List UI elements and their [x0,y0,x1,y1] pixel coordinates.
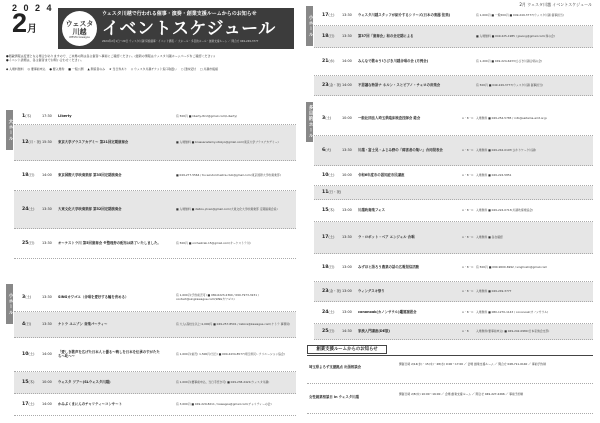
banner-info: 2024年2月1日～29日 ウェスタ川越 貸館催事・イベント情報 ／ 大ホール・多目的ホール・創業支援ルーム ／ 問合せ 049-249-3777 [102,40,259,43]
event-weekday: (木) [328,207,335,212]
event-row [314,302,593,324]
event-time: 14:30 [342,328,352,333]
event-time: 10:00 [42,379,52,384]
legend-item: ○ 団体受付 [180,67,196,71]
event-weekday: (土) [328,234,335,239]
event-weekday: (月・祝) [28,139,42,144]
small-hall-cont-section [306,6,593,98]
startup-name: 埼玉県よろず支援拠点 出張相談会 [309,365,362,369]
event-contact: 入場無料 ■ 049-224-0713(川越吹奏楽協会) [476,207,534,212]
event-row [14,229,296,259]
event-time: 13:00 [342,288,352,293]
event-row [314,102,593,136]
month-suffix: 月 [27,24,38,35]
event-venue [462,6,476,25]
startup-divider [307,355,593,356]
event-row [314,200,593,222]
event-contact: 入場無料 ■ 049-249-3777 [476,288,512,293]
legend-item: ◇ ウェスタ川越チケット窓口取扱い [130,67,177,71]
event-time: 13:30 [342,147,352,152]
event-weekday: (土) [25,294,32,299]
event-title: みずほと語ろう農業の話の広報発信活動 [358,264,420,269]
event-title: ウェスタ ツアー(SLウェスタ川越) [58,379,111,384]
event-contact: 入場無料(要事前申込) ■ 049-242-0980(日本家族会支部) [476,328,550,333]
event-date [22,394,34,415]
event-venue [162,312,176,337]
section-rows [314,102,593,340]
event-weekday: (土) [328,12,335,17]
event-time: 13:30 [42,294,52,299]
note-line: ●イベント詳細は、各主催者までお問い合わせください。 [6,58,84,63]
event-date [322,186,341,199]
event-weekday: (土) [328,172,335,177]
logo-bottom: 川越 [72,28,87,36]
event-weekday: (火) [325,147,332,152]
event-contact: 入場無料 ■ 080-1270-1143 / cononoak(カノンサウル) [476,309,549,314]
event-time: 14:00 [342,82,352,87]
startup-title: 創業支援ルームからのお知らせ [307,345,387,354]
logo-caption: WESTA kawagoe [69,36,90,39]
startup-row [307,358,593,384]
event-venue [162,191,176,228]
event-day: 17 [22,401,29,407]
event-row [14,338,296,372]
event-date [322,282,341,301]
legend-item: ◆ 入場料無料 [6,67,24,71]
event-day: 4 [22,321,26,327]
event-contact: 入場無料 ■ 049-254-5785 / info@saitama-amt.or.jp [476,115,547,120]
event-title: かみぶくまにんのチャリティーコンサート [58,401,122,406]
event-row [14,125,296,161]
event-day: 10 [22,351,29,357]
event-venue [462,26,476,47]
event-date [22,229,34,258]
event-row [14,110,296,125]
event-row [314,186,593,200]
event-weekday: (土) [28,401,35,406]
event-time: 10:00 [342,172,352,177]
event-row [314,254,593,282]
event-venue [162,338,176,371]
event-contact: 有 500円 ■ orchestrak.15@gmail.com(オーケストラ川) [176,240,251,245]
event-day: 6 [322,147,326,153]
event-date [322,200,334,221]
event-day: 25 [22,240,29,246]
event-row [14,191,296,229]
banner-subtitle: ウェスタ川越で行われる催事・演奏・創業支援ルームからのお知らせ [102,11,257,17]
section-label: 小ホール [306,6,313,46]
event-title: SINGカワゴエ（合唱を愛好する輪を育める） [58,294,129,299]
event-venue: A・B・C [462,309,474,314]
event-title: オーケストラ川 第5回演奏会 ※整理券の配布は終了いたしました。 [58,240,161,245]
startup-row [307,388,593,414]
event-weekday: (土) [28,351,35,356]
event-time: 13:30 [342,33,352,38]
event-contact: 有 500円 ■ 090-9000-6992 / singhoshi@gmail.com [476,264,548,269]
event-venue [162,372,176,393]
event-title: 東京国際大学吹奏楽部 第35回定期演奏会 [58,172,122,177]
event-contact: ■ 入場無料 ■ daitou.jd.wo@gmail.com(大東文化大学吹奏楽部 定期演奏会係) [176,206,278,211]
event-contact: 有 500円 ■ liberty.dtc2@gmail.com(Liberty) [176,114,238,119]
event-date [322,324,334,339]
event-time: 14:00 [42,401,52,406]
event-row [314,48,593,76]
event-day: 24 [22,206,29,212]
month-label [12,10,37,43]
legend-item: ◎ 要事前申込 [27,67,46,71]
event-date [322,302,334,323]
event-row [314,222,593,254]
event-time: 14:00 [42,172,52,177]
notes [6,54,296,63]
event-venue: A・B・C [462,172,474,177]
event-time: 13:30 [42,240,52,245]
event-time: 13:30 [42,321,52,326]
event-title: ウェスタ川越スタッフが紹介するシリーズ(日本の楽器 弦楽) [358,12,451,17]
event-venue [162,229,176,258]
event-contact: 入場無料 ■ 049-224-5851 [476,172,512,177]
section-rows [14,110,296,280]
event-venue [162,284,176,311]
legend-item: ★ 当日券あり [108,67,127,71]
year-label: 2 0 2 4 [12,3,54,13]
event-row [14,372,296,394]
event-contact: ■ 入場無料 ■ brassacademy.utokyo@gmail.com(東京大学ブラスアカデミー) [176,139,279,144]
event-contact: 入場無料 ■ 各自確認 [476,234,503,239]
event-contact: 有 1,000円(前売) 1,500円(当日) ■ 090-4434-8577(埼玉県民レクリエーション協会) [176,351,285,356]
event-day: 3 [322,115,326,121]
event-title: みんなで歌おう!ひびき川越合唱の会 (月例会) [358,58,429,63]
event-title: 川越吹奏楽フェス [358,207,385,212]
event-date [322,6,334,25]
event-weekday: (日) [28,172,35,177]
event-day: 17 [322,12,329,18]
event-weekday: (金・祝) [328,82,342,87]
logo-top: ウェスタ [65,20,94,28]
event-row [314,6,593,26]
event-row [14,161,296,191]
event-day: 18 [322,33,329,39]
event-day: 24 [322,309,329,315]
event-contact: 有 大人(高校生以上)1,000円 ■ 049-257-8501 / ketora@kawagoe.com(ケトラ 事務局) [176,321,291,326]
event-weekday: (土) [328,309,335,314]
event-date [322,48,334,75]
event-day: 11 [322,189,329,195]
event-title [358,186,462,199]
section-label: 小ホール [6,284,13,324]
event-title: cononoak(カノンサウル)鑑賞謝恩会 [358,309,417,314]
event-weekday: (水) [328,58,335,63]
event-title: 大東文化大学吹奏楽部 第52回定期演奏会 [58,206,122,211]
event-time: 13:30 [342,12,352,17]
page-running-header: 2月 ウェスタ川越 イベントスケジュール [519,2,592,7]
event-title: 一般社団法人埼玉県臨床検査技師会 総会 [358,115,421,120]
event-date [322,76,341,95]
event-title: ウィングスキ祭り [358,288,385,293]
event-date [322,136,331,165]
event-date [322,254,334,281]
startup-name: 女性創業相談日 in ウェスタ川越 [309,395,359,399]
event-title: Liberty [58,114,72,119]
banner-title: イベントスケジュール [102,19,276,39]
event-contact: 有 500円 ■ 049-249-3777(ウェスタ川越 催事担当) [476,82,543,87]
month-number: 2 [12,8,28,38]
event-day: 18 [322,264,329,270]
event-day: 23 [322,82,329,88]
event-date [22,110,31,124]
event-date [22,161,34,190]
event-row [314,282,593,302]
event-venue: A・B・C [462,207,474,212]
event-venue: A・B・C [462,264,474,269]
startup-detail: 開催日時 2/8(木) 10:00～16:00 ／ 会場 創業支援ルーム ／ 問合せ 049-227-2266 ／ 事前予約制 [399,392,524,396]
event-time: 13:00 [342,207,352,212]
event-time: 13:30 [42,206,52,211]
event-row [314,324,593,340]
event-row [14,312,296,338]
event-row [14,394,296,416]
event-contact: 入場無料 ■ 049-242-0197(ひかりワーク川越) [476,147,536,152]
event-venue: A・B [462,328,469,333]
event-venue [462,76,476,95]
event-contact: ■ 049-277-5564 / tiu.windorchestra.club@gmail.com(東京国際大学吹奏楽部) [176,172,281,177]
event-title: 家族入門講座(DE版) [358,328,390,333]
event-contact: 有 3,000円 ■ 049-229-8211 / kawagoe@gmail.com(チャリティーの会) [176,401,272,406]
event-venue [162,110,176,124]
event-contact: 有 1,000円(要事前申込、当日手続き可) ■ 049-238-2421(ウェスタ川越) [176,379,270,384]
event-venue: A・B・C [462,234,474,239]
section-label: 大ホール [6,110,13,150]
event-venue: A・B・C [462,115,474,120]
multi-hall-section [306,102,593,340]
event-weekday: (日) [328,328,335,333]
event-weekday: (日) [25,321,32,326]
event-row [314,166,593,186]
event-contact: 有 1,000円 ■ 一般500円 ■ 049-249-3777(ウェスタ川越 催事担当) [476,12,564,17]
event-venue: A・B・C [462,288,474,293]
event-row [314,136,593,166]
section-rows [14,284,296,420]
event-venue [462,186,476,199]
event-weekday: (日) [328,264,335,269]
event-date [22,372,34,393]
event-time: 13:00 [342,264,352,269]
event-weekday: (金・祝) [328,288,342,293]
event-contact: 有 1,000円(予約前売可) ■ 080-6223-2360 / 090-7973-3231 / contact@singkawagoe.com(SINGカワゴエ) [176,293,259,301]
startup-detail: 開催日時 2/14(水)・15(木)・28(水) 9:00～17:00 ／ 会場 創業支援ルーム ／ 問合せ 048-711-0140 ／ 事前予約制 [399,362,546,366]
event-date [22,125,41,160]
event-time: 17:30 [42,114,52,119]
event-venue [162,394,176,415]
event-date [322,26,334,47]
event-row [14,284,296,312]
event-venue [162,125,176,160]
section-rows [314,6,593,98]
event-time: 15:30 [42,139,52,144]
note-line: ●掲載情報は変更となる場合がありますので、ご来場の際は各主催者へ事前にご確認ください。(最新の情報はウェスタ川越ホームページをご確認ください) [6,54,215,58]
event-title: 不思議な物語ナ ネルン・スとピアノ・チェロの音楽会 [358,82,441,87]
event-date [322,102,331,135]
event-day: 15 [322,207,329,213]
event-time: 10:00 [342,115,352,120]
section-label: 多目的ホール [306,102,313,142]
event-contact [476,186,589,199]
event-date [22,284,31,311]
event-title: ケトラ ユニゾン 音楽パーティー [58,321,108,326]
event-day: 23 [322,288,329,294]
event-title: 令和6年度市の認知症市民講座 [358,172,405,177]
event-weekday: (日) [328,33,335,38]
event-contact: 有 1,200円 ■ 049-224-6433(ひびき川越合唱の会) [476,58,543,63]
title-banner [58,8,294,49]
westa-logo [62,11,97,46]
event-title: 「愛しき歌声を広げた日本人と優る～戦しを日本を伝承のすがたたちへ叱へ～ [58,349,160,358]
event-date [322,222,334,253]
event-venue: A・B・C [462,147,474,152]
event-row [314,26,593,48]
legend-item: ▲ 関係者のみ [87,67,106,71]
small-hall-section [6,284,296,420]
event-venue [162,161,176,190]
event-day: 12 [22,139,29,145]
legend [6,67,296,71]
event-weekday: (日) [28,240,35,245]
legend-item: ● 要入場券 [49,67,65,71]
event-venue [462,48,476,75]
event-day: 17 [322,234,329,240]
event-weekday: (木) [28,379,35,384]
legend-item: □ 川越市後援 [199,67,218,71]
event-time: 13:30 [342,234,352,239]
event-date [22,191,34,228]
event-row [314,76,593,96]
event-day: 15 [22,379,29,385]
event-weekday: (土) [325,115,332,120]
event-title: ラ・ロボット・ベア エンジェル 合唱 [358,234,415,239]
event-day: 1 [22,114,26,120]
event-date [22,312,31,337]
legend-item: ■ 一般公開 [68,67,84,71]
event-date [22,338,34,371]
event-title: 第37回「演奏会」和の会定期による [358,33,414,38]
event-contact: ■ 入場無料 ■ 049-225-1985 / jpsong@gmail.com(和の会) [476,33,555,38]
event-day: 18 [22,172,29,178]
event-time: 13:00 [342,309,352,314]
event-weekday: (木) [25,114,32,119]
event-title: 東京大学ブラスアカデミー 第21回定期演奏会 [58,139,129,144]
event-title: 川越・富士見・ふじみ野の「障害者の集い」合同発表会 [358,147,443,152]
event-time: 14:00 [42,351,52,356]
event-date [322,166,334,185]
event-day: 3 [22,294,26,300]
event-weekday: (日・祝) [328,189,342,194]
event-day: 21 [322,58,329,64]
event-day: 10 [322,172,329,178]
event-day: 25 [322,328,329,334]
event-weekday: (土) [28,206,35,211]
big-hall-section [6,110,296,280]
event-time: 14:00 [342,58,352,63]
